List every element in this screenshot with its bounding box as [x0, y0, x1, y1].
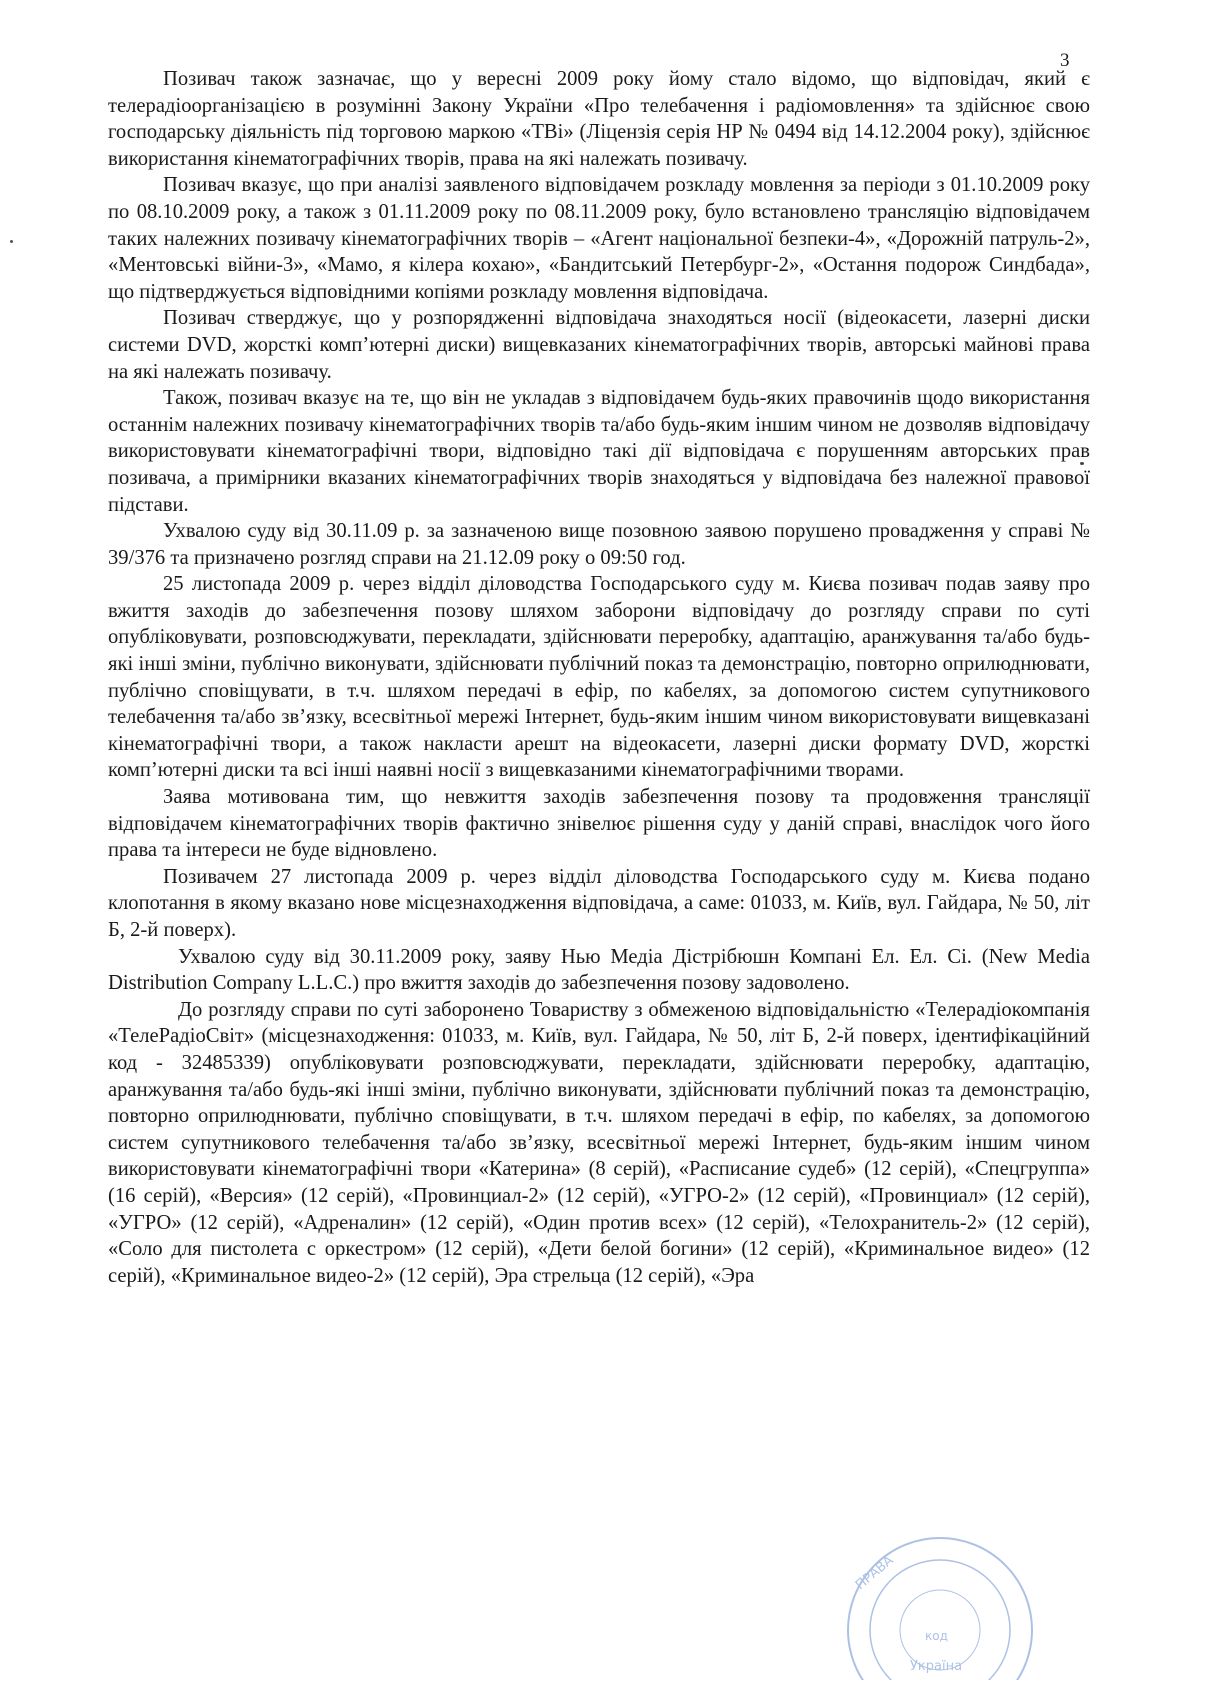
official-seal — [830, 1530, 1050, 1680]
paragraph: Позивач стверджує, що у розпорядженні відповідача знаходяться носії (відеокасети, лазерні диски системи DVD, жорсткі комп’ютерні диски) вищевказаних кінематографічних творів, авторські майнові права на які належать позивачу. — [108, 307, 1090, 383]
svg-text:Україна: Україна — [910, 1659, 963, 1674]
paragraph: Заява мотивована тим, що невжиття заходів забезпечення позову та продовження трансляції відповідачем кінематографічних творів фактично знівелює рішення суду у даній справі, внаслідок чого його права та інтереси не буде відновлено. — [108, 786, 1090, 862]
paragraph: Ухвалою суду від 30.11.09 р. за зазначеною вище позовною заявою порушено провадження у справі № 39/376 та призначено розгляд справи на 21.12.09 року о 09:50 год. — [108, 520, 1090, 569]
paragraph: Позивач також зазначає, що у вересні 2009 року йому стало відомо, що відповідач, який є телерадіоорганізацією в розумінні Закону України «Про телебачення і радіомовлення» та здійснює свою господарську діяльність під торговою маркою «ТВі» (Ліцензія серія НР № 0494 від 14.12.2004 року), здійснює використання кінематографічних творів, права на які належать позивачу. — [108, 68, 1090, 170]
document-body — [108, 66, 1090, 1289]
paragraph: 25 листопада 2009 р. через відділ діловодства Господарського суду м. Києва позивач подав заяву про вжиття заходів до забезпечення позову шляхом заборони відповідачу до розгляду справи по суті опубліковувати, розповсюджувати, перекладати, здійснювати переробку, адаптацію, аранжування та/або будь-які інші зміни, публічно виконувати, здійснювати публічний показ та демонстрацію, повторно оприлюднювати, публічно сповіщувати, в т.ч. шляхом передачі в ефір, по кабелях, за допомогою систем супутникового телебачення та/або зв’язку, всесвітньої мережі Інтернет, будь-яким іншим чином використовувати вищевказані кінематографічні твори, а також накласти арешт на відеокасети, лазерні диски формату DVD, жорсткі комп’ютерні диски та всі інші наявні носії з вищевказаними кінематографічними творами. — [108, 573, 1090, 782]
seal-graphic — [830, 1530, 1050, 1680]
paragraph: До розгляду справи по суті заборонено Товариству з обмеженою відповідальністю «Телерадіокомпанія «ТелеРадіоСвіт» (місцезнаходження: 01033, м. Київ, вул. Гайдара, № 50, літ Б, 2-й поверх, ідентифікаційний код - 32485339) опубліковувати розповсюджувати, перекладати, здійснювати переробку, адаптацію, аранжування та/або будь-які інші зміни, публічно виконувати, здійснювати публічний показ та демонстрацію, повторно оприлюднювати, публічно сповіщувати, в т.ч. шляхом передачі в ефір, по кабелях, за допомогою систем супутникового телебачення та/або зв’язку, всесвітньої мережі Інтернет, будь-яким іншим чином використовувати кінематографічні твори «Катерина» (8 серій), «Расписание судеб» (12 серій), «Спецгруппа» (16 серій), «Версия» (12 серій), «Провинциал-2» (12 серій), «УГРО-2» (12 серій), «Провинциал» (12 серій), «УГРО» (12 серій), «Адреналин» (12 серій), «Один против всех» (12 серій), «Телохранитель-2» (12 серій), «Соло для пистолета с оркестром» (12 серій), «Дети белой богини» (12 серій), «Криминальное видео» (12 серій), «Криминальное видео-2» (12 серій), Эра стрельца (12 серій), «Эра — [108, 998, 1090, 1287]
paragraph: Також, позивач вказує на те, що він не укладав з відповідачем будь-яких правочинів щодо використання останнім належних позивачу кінематографічних творів та/або будь-яким іншим чином не дозволяв відповідачу використовувати кінематографічні твори, відповідно такі дії відповідача є порушенням авторських прав позивача, а примірники вказаних кінематографічних творів знаходяться у відповідача без належної правової підстави. — [108, 387, 1090, 516]
paragraph: Ухвалою суду від 30.11.2009 року, заяву Нью Медіа Дістрібюшн Компані Ел. Ел. Сі. (New Media Distribution Company L.L.C.) про вжиття заходів до забезпечення позову задоволено. — [108, 945, 1090, 995]
scan-speck — [10, 240, 13, 243]
paragraph: Позивачем 27 листопада 2009 р. через відділ діловодства Господарського суду м. Києва подано клопотання в якому вказано нове місцезнаходження відповідача, а саме: 01033, м. Київ, вул. Гайдара, № 50, літ Б, 2-й поверх). — [108, 865, 1090, 941]
svg-text:ПРАВА: ПРАВА — [852, 1553, 897, 1594]
svg-text:код: код — [925, 1629, 948, 1643]
page-number: 3 — [1060, 50, 1070, 71]
paragraph: Позивач вказує, що при аналізі заявленого відповідачем розкладу мовлення за періоди з 01.10.2009 року по 08.10.2009 року, а також з 01.11.2009 року по 08.11.2009 року, було встановлено трансляцію відповідачем таких належних позивачу кінематографічних творів – «Агент національної безпеки-4», «Дорожній патруль-2», «Ментовські війни-3», «Мамо, я кілера кохаю», «Бандитський Петербург-2», «Остання подорож Синдбада», що підтверджується відповідними копіями розкладу мовлення відповідача. — [108, 174, 1090, 303]
